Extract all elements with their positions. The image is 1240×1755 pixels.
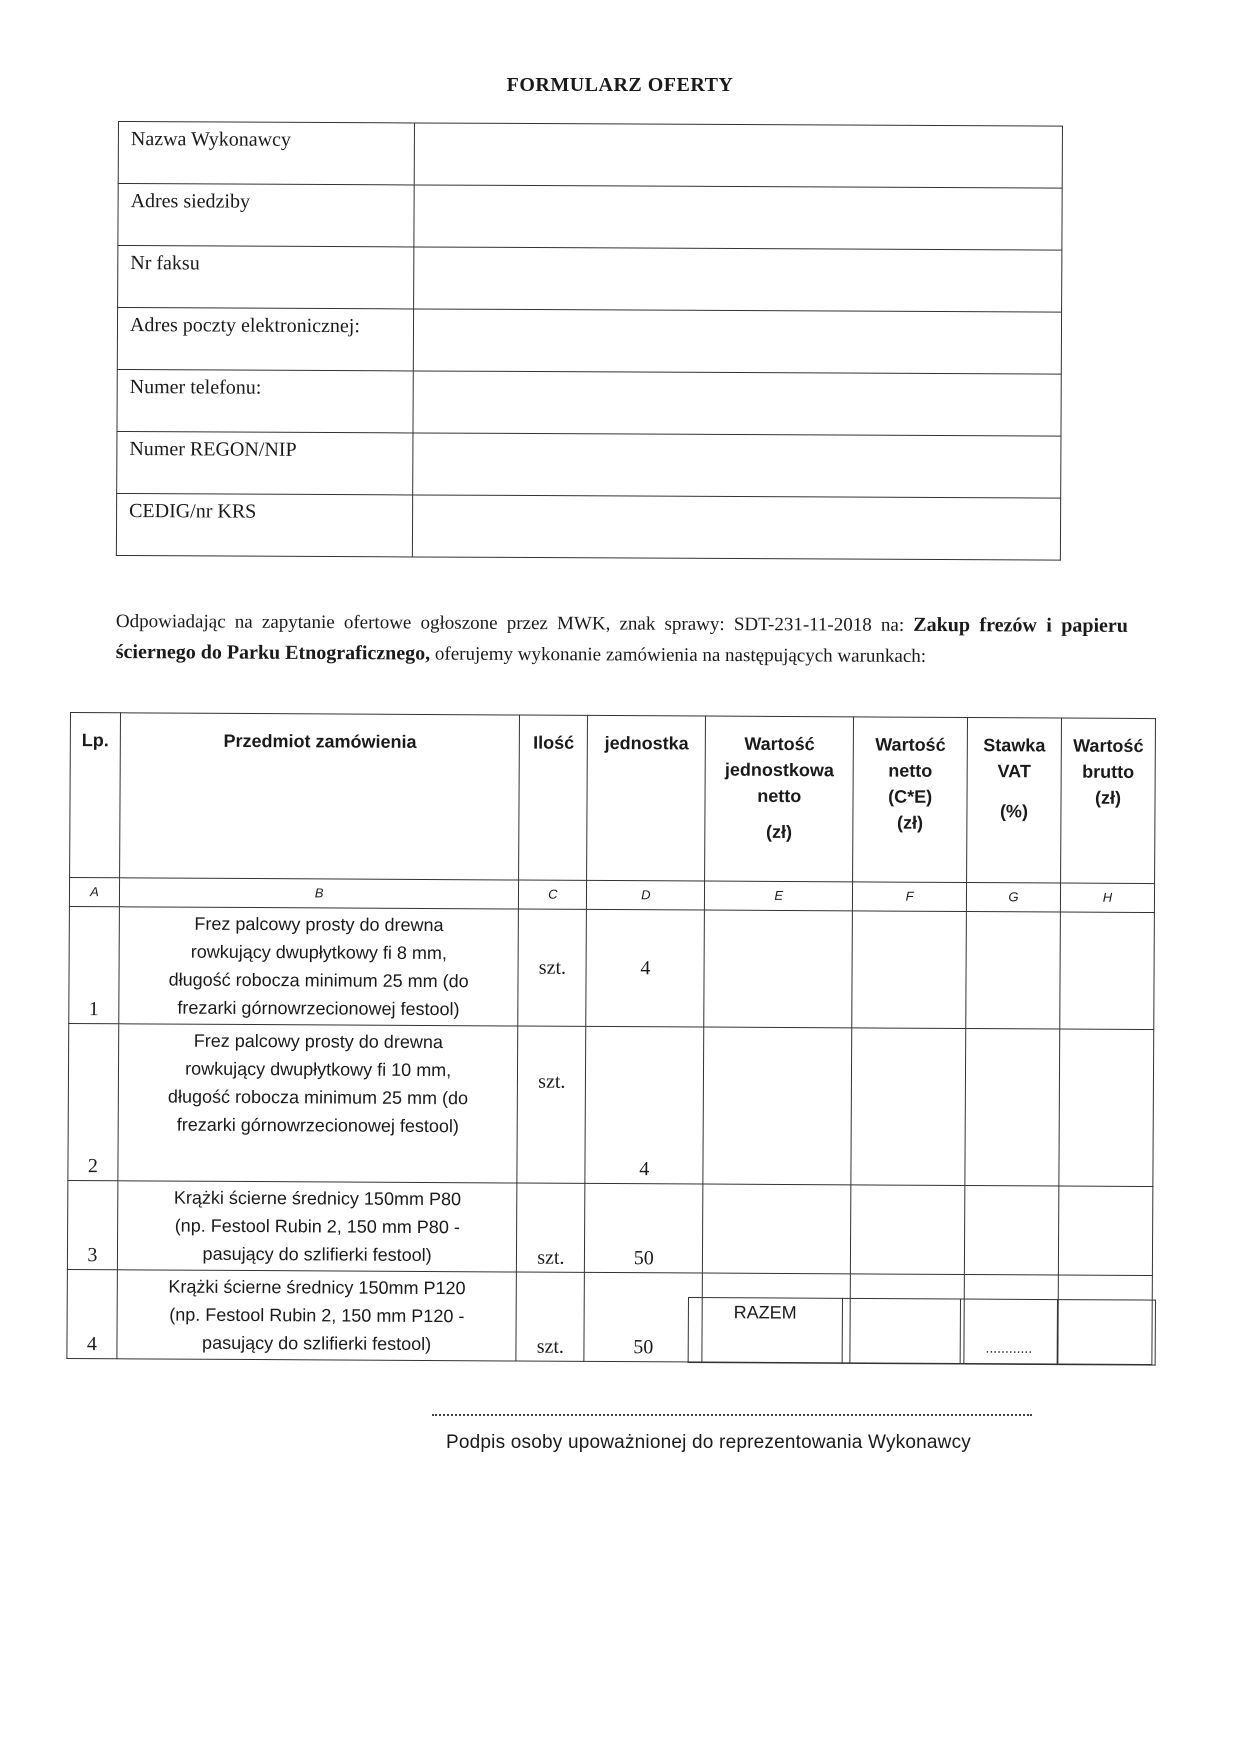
header-line: Wartość <box>875 734 946 755</box>
order-table <box>66 712 1156 1365</box>
krs-field[interactable] <box>412 495 1060 560</box>
net-value-input[interactable] <box>851 1185 965 1275</box>
address-field[interactable] <box>414 185 1062 250</box>
header-line: Wartość <box>744 733 815 755</box>
table-row <box>69 906 1155 1029</box>
contractor-field-label: Numer REGON/NIP <box>117 431 413 494</box>
regon-nip-field[interactable] <box>413 433 1061 498</box>
description-line: Krążki ścierne średnicy 150mm P80 <box>173 1187 462 1210</box>
description-line: (np. Festool Rubin 2, 150 mm P120 - <box>169 1304 465 1327</box>
item-description <box>118 1024 518 1183</box>
total-row <box>688 1298 1155 1366</box>
description-line: Frez palcowy prosty do drewna <box>193 1030 443 1053</box>
intro-subject: Zakup frezów i papieru ściernego do Parku Etnograficznego, <box>115 613 1128 665</box>
row-number: 3 <box>67 1180 117 1269</box>
unit-net-price-input[interactable] <box>703 1184 851 1274</box>
unit-net-price-input[interactable] <box>703 1027 852 1185</box>
gross-value-input[interactable] <box>1059 1029 1154 1187</box>
gross-value-input[interactable] <box>1060 912 1155 1030</box>
col-header-lp: Lp. <box>70 713 121 878</box>
contractor-row <box>117 431 1061 498</box>
column-letter: H <box>1060 883 1154 913</box>
intro-text: oferujemy wykonanie zamówienia na następujących warunkach: <box>430 643 927 667</box>
table-row <box>68 1023 1154 1186</box>
contractor-field-label: Nr faksu <box>118 246 414 309</box>
item-qty-unit: szt. <box>518 909 587 1026</box>
item-quantity: 50 <box>585 1183 703 1273</box>
table-row <box>67 1180 1152 1275</box>
description-line: długość robocza minimum 25 mm (do <box>168 969 469 992</box>
intro-text: Odpowiadając na zapytanie ofertowe ogłoszone przez MWK, znak sprawy: SDT-231-11-2018 na: <box>115 610 914 636</box>
row-number: 1 <box>69 906 120 1023</box>
column-letter: F <box>853 882 967 912</box>
item-description <box>117 1270 517 1361</box>
contractor-field-label: CEDIG/nr KRS <box>116 493 412 556</box>
contractor-name-field[interactable] <box>414 123 1062 188</box>
col-header-subject: Przedmiot zamówienia <box>120 713 520 880</box>
contractor-row <box>117 369 1061 436</box>
row-number: 4 <box>67 1269 117 1358</box>
contractor-field-label: Nazwa Wykonawcy <box>118 122 414 185</box>
col-header-net <box>853 717 968 883</box>
description-line: frezarki górnowrzecionowej festool) <box>177 997 460 1020</box>
description-line: rowkujący dwupłytkowy fi 10 mm, <box>185 1058 452 1081</box>
description-line: pasujący do szlifierki festool) <box>202 1243 432 1266</box>
description-line: frezarki górnowrzecionowej festool) <box>176 1114 459 1137</box>
unit-net-price-input[interactable] <box>704 910 853 1028</box>
description-line: rowkujący dwupłytkowy fi 8 mm, <box>190 941 447 964</box>
header-line: Wartość <box>1073 735 1144 756</box>
total-table <box>688 1297 1156 1366</box>
fax-field[interactable] <box>414 247 1062 312</box>
net-value-input[interactable] <box>851 1028 966 1186</box>
description-line: pasujący do szlifierki festool) <box>202 1332 432 1355</box>
column-letter: E <box>705 881 853 911</box>
col-header-unit: jednostka <box>587 715 706 881</box>
contractor-field-label: Numer telefonu: <box>117 369 413 432</box>
header-line: Stawka <box>983 735 1046 756</box>
total-net-input[interactable] <box>842 1298 961 1364</box>
column-letter: G <box>966 883 1060 913</box>
contractor-row <box>118 184 1062 251</box>
contractor-field-label: Adres siedziby <box>118 184 414 247</box>
total-gross-input[interactable] <box>1058 1300 1156 1366</box>
description-line: Frez palcowy prosty do drewna <box>194 913 444 936</box>
header-line: netto <box>888 760 933 781</box>
column-letter: A <box>69 878 119 907</box>
description-line: (np. Festool Rubin 2, 150 mm P80 - <box>174 1215 460 1238</box>
contractor-field-label: Adres poczty elektronicznej: <box>117 308 413 371</box>
contractor-row <box>118 122 1062 189</box>
contractor-info-table <box>116 121 1063 561</box>
row-number: 2 <box>68 1023 119 1180</box>
header-line: (C*E) <box>888 786 933 807</box>
header-line: (zł) <box>896 812 924 833</box>
signature-line[interactable] <box>432 1414 1032 1416</box>
contractor-row <box>118 246 1062 313</box>
vat-rate-input[interactable] <box>964 1186 1058 1276</box>
col-header-gross <box>1061 718 1156 884</box>
form-title: FORMULARZ OFERTY <box>506 74 734 96</box>
header-line: (%) <box>999 801 1029 822</box>
contractor-row <box>117 308 1061 375</box>
header-line: brutto <box>1082 761 1135 782</box>
header-line: netto <box>757 785 802 807</box>
column-letter: B <box>119 878 519 909</box>
item-qty-unit: szt. <box>517 1026 586 1183</box>
col-header-vat <box>967 718 1062 884</box>
col-header-unit-net <box>705 716 854 882</box>
item-quantity: 50 <box>584 1272 702 1362</box>
item-description <box>119 907 519 1026</box>
net-value-input[interactable] <box>852 911 967 1029</box>
item-quantity: 4 <box>585 1026 704 1184</box>
total-vat-input[interactable]: ............ <box>960 1299 1058 1365</box>
description-line: Krążki ścierne średnicy 150mm P120 <box>168 1276 466 1299</box>
phone-field[interactable] <box>413 371 1061 436</box>
column-letter: D <box>587 880 705 910</box>
header-line: (zł) <box>1094 787 1122 808</box>
item-quantity: 4 <box>586 909 705 1027</box>
item-description <box>117 1181 517 1272</box>
vat-rate-input[interactable] <box>966 912 1061 1030</box>
total-label: RAZEM <box>688 1298 842 1364</box>
item-qty-unit: szt. <box>516 1272 584 1361</box>
contractor-row <box>116 493 1060 560</box>
description-line: długość robocza minimum 25 mm (do <box>167 1086 469 1109</box>
intro-paragraph <box>116 606 1128 673</box>
item-qty-unit: szt. <box>517 1183 585 1272</box>
header-line: (zł) <box>766 821 793 843</box>
signature-caption: Podpis osoby upoważnionej do reprezentowania Wykonawcy <box>446 1432 971 1453</box>
col-header-qty: Ilość <box>519 715 588 880</box>
order-table-header <box>70 713 1156 884</box>
header-line: jednostkowa <box>724 759 834 781</box>
email-field[interactable] <box>413 309 1061 374</box>
gross-value-input[interactable] <box>1058 1186 1153 1276</box>
header-line: VAT <box>997 761 1031 782</box>
vat-rate-input[interactable] <box>965 1029 1060 1187</box>
column-letter: C <box>519 880 587 909</box>
